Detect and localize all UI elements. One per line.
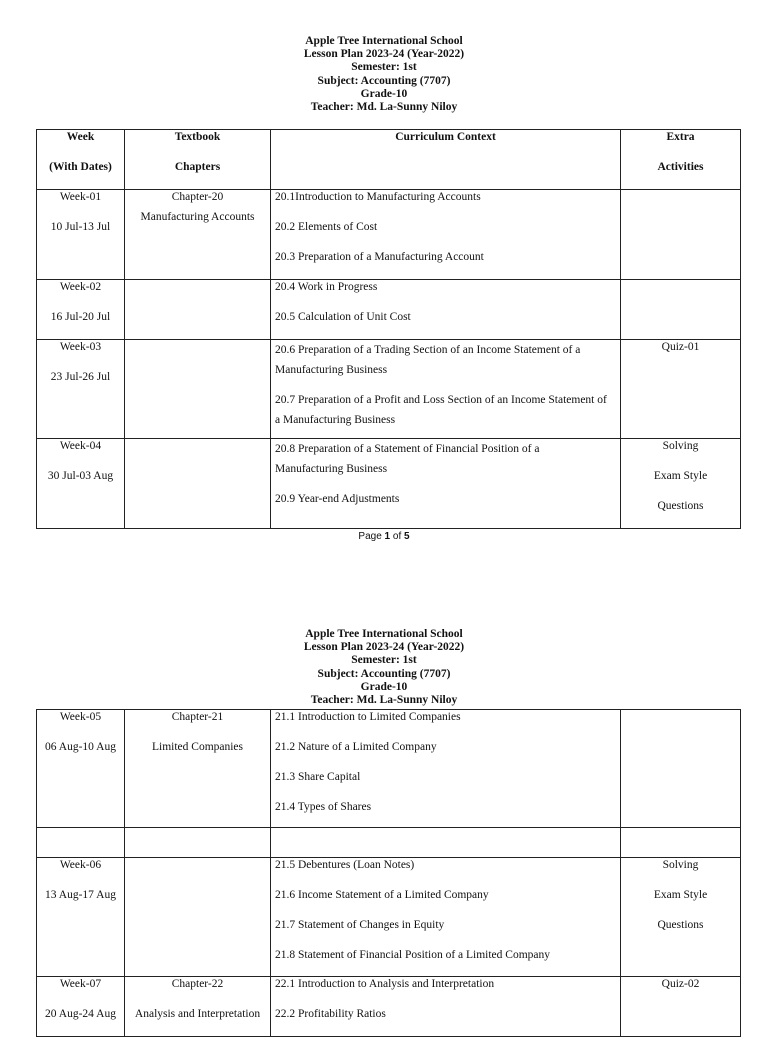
week-cell: Week-06 13 Aug-17 Aug [37, 858, 125, 977]
extra-cell [621, 710, 741, 828]
chapter-cell [125, 439, 271, 529]
semester: Semester: 1st [351, 61, 417, 74]
column-header-extra: Extra Activities [621, 130, 741, 190]
extra-cell [621, 190, 741, 280]
subject: Subject: Accounting (7707) [317, 667, 451, 680]
week-cell: Week-04 30 Jul-03 Aug [37, 439, 125, 529]
semester: Semester: 1st [351, 654, 417, 667]
context-cell: 21.5 Debentures (Loan Notes) 21.6 Income Statement of a Limited Company 21.7 Statement of Changes in Equity 21.8 Statement of Financial Position of a Limited Company [271, 858, 621, 977]
chapter-cell [125, 858, 271, 977]
document-header [0, 628, 768, 707]
chapter-cell: Chapter-20 Manufacturing Accounts [125, 190, 271, 280]
chapter-cell [125, 280, 271, 340]
table-row [37, 340, 741, 439]
teacher: Teacher: Md. La-Sunny Niloy [310, 694, 458, 707]
chapter-cell [125, 828, 271, 858]
context-cell [271, 828, 621, 858]
context-cell: 22.1 Introduction to Analysis and Interpretation 22.2 Profitability Ratios [271, 977, 621, 1037]
extra-cell: Solving Exam Style Questions [621, 858, 741, 977]
table-row [37, 977, 741, 1037]
table-row [37, 280, 741, 340]
lesson-plan-table [36, 709, 741, 1037]
context-cell: 20.4 Work in Progress 20.5 Calculation of Unit Cost [271, 280, 621, 340]
week-cell [37, 828, 125, 858]
document-header [0, 35, 768, 114]
context-cell: 20.1Introduction to Manufacturing Accounts 20.2 Elements of Cost 20.3 Preparation of a Manufacturing Account [271, 190, 621, 280]
extra-cell [621, 828, 741, 858]
extra-cell: Quiz-02 [621, 977, 741, 1037]
week-cell: Week-02 16 Jul-20 Jul [37, 280, 125, 340]
plan-title: Lesson Plan 2023-24 (Year-2022) [303, 641, 465, 654]
week-cell: Week-07 20 Aug-24 Aug [37, 977, 125, 1037]
subject: Subject: Accounting (7707) [317, 74, 451, 87]
grade: Grade-10 [360, 680, 408, 693]
extra-cell: Solving Exam Style Questions [621, 439, 741, 529]
table-header-row [37, 130, 741, 190]
week-cell: Week-05 06 Aug-10 Aug [37, 710, 125, 828]
teacher: Teacher: Md. La-Sunny Niloy [310, 101, 458, 114]
column-header-chapters: Textbook Chapters [125, 130, 271, 190]
plan-title: Lesson Plan 2023-24 (Year-2022) [303, 48, 465, 61]
school-name: Apple Tree International School [305, 628, 463, 640]
extra-cell [621, 280, 741, 340]
context-cell: 20.8 Preparation of a Statement of Financial Position of a Manufacturing Business 20.9 Year-end Adjustments [271, 439, 621, 529]
chapter-cell: Chapter-21 Limited Companies [125, 710, 271, 828]
column-header-week: Week (With Dates) [37, 130, 125, 190]
context-cell: 20.6 Preparation of a Trading Section of an Income Statement of a Manufacturing Business 20.7 Preparation of a Profit and Loss Section of an Income Statement of a Manufacturing Business [271, 340, 621, 439]
school-name: Apple Tree International School [305, 35, 463, 47]
lesson-plan-table [36, 129, 741, 529]
extra-cell: Quiz-01 [621, 340, 741, 439]
chapter-cell: Chapter-22 Analysis and Interpretation [125, 977, 271, 1037]
table-row [37, 190, 741, 280]
column-header-context: Curriculum Context [271, 130, 621, 190]
grade: Grade-10 [360, 87, 408, 100]
table-row [37, 710, 741, 828]
week-cell: Week-01 10 Jul-13 Jul [37, 190, 125, 280]
week-cell: Week-03 23 Jul-26 Jul [37, 340, 125, 439]
page-number: Page 1 of 5 [358, 531, 410, 542]
context-cell: 21.1 Introduction to Limited Companies 21.2 Nature of a Limited Company 21.3 Share Capital 21.4 Types of Shares [271, 710, 621, 828]
chapter-cell [125, 340, 271, 439]
table-row [37, 828, 741, 858]
table-row [37, 439, 741, 529]
table-row [37, 858, 741, 977]
